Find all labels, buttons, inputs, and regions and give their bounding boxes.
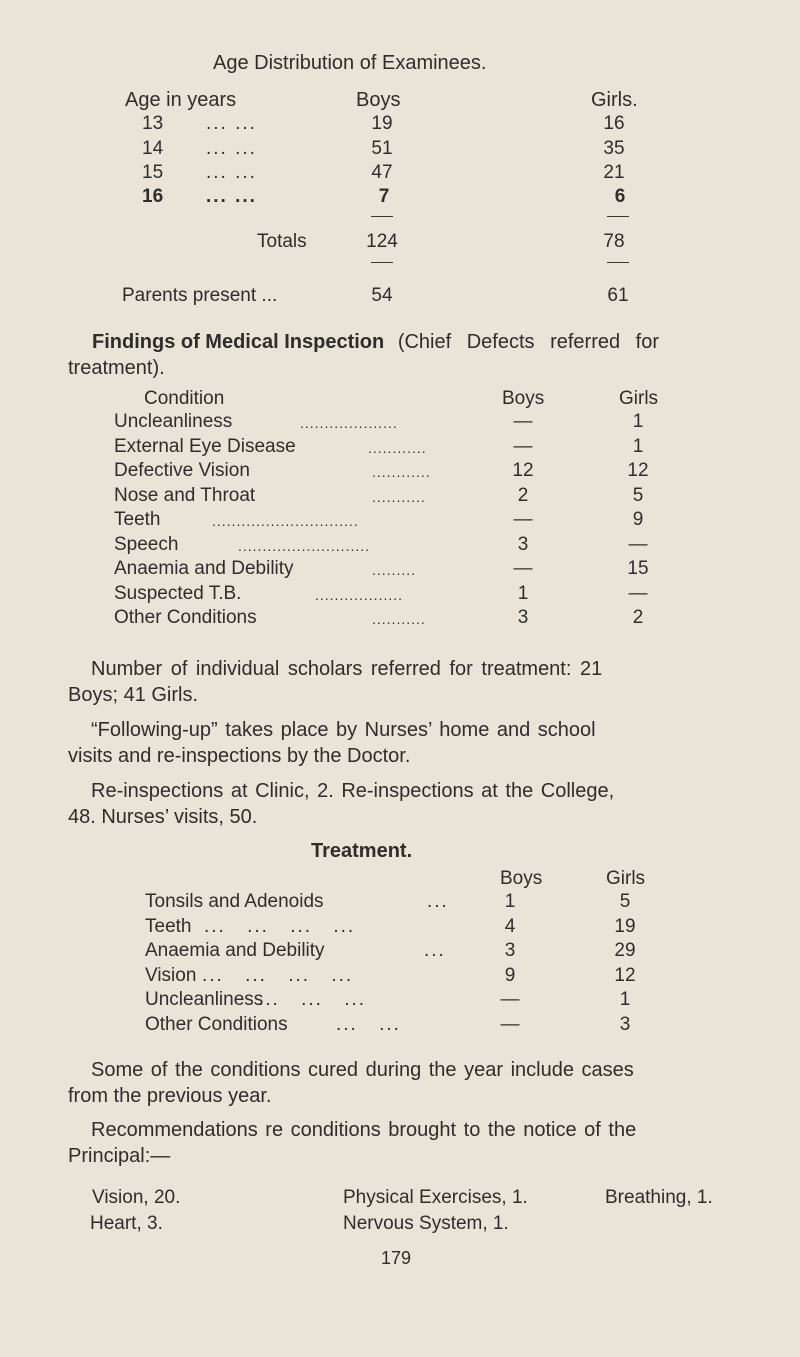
treatment-heading: Treatment. xyxy=(311,840,413,862)
findings-row-condition: Suspected T.B. xyxy=(114,583,242,604)
findings-row-boys: — xyxy=(513,509,533,530)
condition-header: Condition xyxy=(144,388,225,409)
findings-row-condition: Defective Vision xyxy=(114,460,250,481)
findings-row-boys: 12 xyxy=(512,460,534,481)
findings-row-dots: ......... xyxy=(372,562,417,578)
findings-row-boys: — xyxy=(513,558,533,579)
following-up-paragraph-cont: visits and re-inspections by the Doctor. xyxy=(68,745,411,767)
findings-row-condition: Anaemia and Debility xyxy=(114,558,294,579)
treatment-row-dots: ... xyxy=(424,940,446,961)
age-row-age: 15 xyxy=(142,162,164,183)
reinspections-paragraph-cont: 48. Nurses’ visits, 50. xyxy=(68,806,258,828)
rec-physical-exercises: Physical Exercises, 1. xyxy=(343,1187,528,1208)
findings-row-boys: 2 xyxy=(517,485,529,506)
findings-row-condition: Other Conditions xyxy=(114,607,257,628)
treatment-row-condition: Anaemia and Debility xyxy=(145,940,325,961)
treatment-row-dots: ... ... ... ... xyxy=(204,916,356,937)
findings-row-dots: ............ xyxy=(372,464,431,480)
age-row-boys: 51 xyxy=(371,138,393,159)
treatment-row-condition: Teeth xyxy=(145,916,192,937)
rec-heart: Heart, 3. xyxy=(90,1213,163,1234)
age-row-boys: 19 xyxy=(371,113,393,134)
age-distribution-title: Age Distribution of Examinees. xyxy=(213,52,487,74)
parents-label: Parents present ... xyxy=(122,285,278,306)
parents-boys: 54 xyxy=(371,285,393,306)
treatment-row-boys: 9 xyxy=(504,965,516,986)
findings-row-boys: — xyxy=(513,411,533,432)
findings-row-condition: Speech xyxy=(114,534,179,555)
age-row-dots: ... ... xyxy=(206,162,257,183)
treatment-row-boys: — xyxy=(500,989,520,1010)
treatment-row-girls: 5 xyxy=(619,891,631,912)
cured-paragraph-cont: from the previous year. xyxy=(68,1085,272,1107)
rec-vision: Vision, 20. xyxy=(92,1187,181,1208)
treatment-row-condition: Vision xyxy=(145,965,197,986)
findings-row-girls: 1 xyxy=(632,436,644,457)
findings-row-dots: ........... xyxy=(372,489,426,505)
treatment-row-condition: Other Conditions xyxy=(145,1014,288,1035)
age-header: Age in years xyxy=(125,89,237,111)
girls-header: Girls. xyxy=(591,89,638,111)
treatment-row-girls: 1 xyxy=(619,989,631,1010)
findings-row-dots: ............ xyxy=(368,440,427,456)
treatment-row-condition: Uncleanliness xyxy=(145,989,264,1010)
findings-heading xyxy=(92,331,659,354)
sum-rule xyxy=(607,216,629,217)
findings-row-girls: — xyxy=(628,534,648,555)
treatment-row-dots: ... xyxy=(427,891,449,912)
age-row-girls: 35 xyxy=(603,138,625,159)
findings-row-condition: External Eye Disease xyxy=(114,436,296,457)
age-row-age: 13 xyxy=(142,113,164,134)
sum-rule xyxy=(371,262,393,263)
treatment-row-dots: ... ... ... ... xyxy=(202,965,354,986)
age-row-age: 16 xyxy=(142,186,164,207)
totals-label: Totals xyxy=(257,231,307,252)
totals-boys: 124 xyxy=(366,231,398,252)
referred-count-paragraph: Number of individual scholars referred for treatment: 21 xyxy=(91,658,603,680)
treatment-row-dots: ... ... xyxy=(336,1014,401,1035)
treatment-girls-header: Girls xyxy=(606,868,646,889)
rec-breathing: Breathing, 1. xyxy=(605,1187,713,1208)
treatment-row-girls: 29 xyxy=(614,940,636,961)
age-row-girls: 21 xyxy=(603,162,625,183)
findings-row-boys: 1 xyxy=(517,583,529,604)
treatment-row-girls: 3 xyxy=(619,1014,631,1035)
treatment-row-boys: 3 xyxy=(504,940,516,961)
treatment-row-boys: — xyxy=(500,1014,520,1035)
treatment-row-girls: 19 xyxy=(614,916,636,937)
findings-row-condition: Teeth xyxy=(114,509,161,530)
treatment-row-dots: ... ... ... xyxy=(258,989,367,1010)
following-up-paragraph: “Following-up” takes place by Nurses’ home and school xyxy=(91,719,596,741)
findings-heading-bold: Findings of Medical Inspection xyxy=(92,331,385,353)
sum-rule xyxy=(607,262,629,263)
findings-row-girls: 9 xyxy=(632,509,644,530)
findings-boys-header: Boys xyxy=(502,388,545,409)
findings-girls-header: Girls xyxy=(619,388,659,409)
age-row-dots: ... ... xyxy=(206,113,257,134)
reinspections-paragraph: Re-inspections at Clinic, 2. Re-inspections at the College, xyxy=(91,780,615,802)
findings-row-boys: — xyxy=(513,436,533,457)
findings-row-girls: — xyxy=(628,583,648,604)
totals-girls: 78 xyxy=(603,231,625,252)
treatment-row-girls: 12 xyxy=(614,965,636,986)
treatment-boys-header: Boys xyxy=(500,868,543,889)
findings-row-girls: 15 xyxy=(627,558,649,579)
findings-row-girls: 5 xyxy=(632,485,644,506)
findings-row-dots: .................... xyxy=(300,415,398,431)
age-row-dots: ... ... xyxy=(206,138,257,159)
findings-row-dots: ........................... xyxy=(238,538,371,554)
treatment-row-condition: Tonsils and Adenoids xyxy=(145,891,324,912)
treatment-row-boys: 1 xyxy=(504,891,516,912)
recommendations-paragraph-cont: Principal:— xyxy=(68,1145,171,1167)
findings-row-girls: 2 xyxy=(632,607,644,628)
age-row-boys: 47 xyxy=(371,162,393,183)
findings-heading-rest: (Chief Defects referred for xyxy=(397,331,660,353)
rec-nervous-system: Nervous System, 1. xyxy=(343,1213,509,1234)
sum-rule xyxy=(371,216,393,217)
age-row-age: 14 xyxy=(142,138,164,159)
boys-header: Boys xyxy=(356,89,401,111)
parents-girls: 61 xyxy=(607,285,629,306)
recommendations-paragraph: Recommendations re conditions brought to the notice of the xyxy=(91,1119,637,1141)
age-row-girls: 6 xyxy=(614,186,626,207)
findings-row-condition: Nose and Throat xyxy=(114,485,256,506)
age-row-boys: 7 xyxy=(378,186,390,207)
age-row-dots: ... ... xyxy=(206,186,257,207)
referred-count-paragraph-cont: Boys; 41 Girls. xyxy=(68,684,199,706)
findings-row-girls: 12 xyxy=(627,460,649,481)
findings-row-boys: 3 xyxy=(517,534,529,555)
findings-heading-line2: treatment). xyxy=(68,357,165,379)
cured-paragraph: Some of the conditions cured during the year include cases xyxy=(91,1059,634,1081)
findings-row-condition: Uncleanliness xyxy=(114,411,233,432)
age-row-girls: 16 xyxy=(603,113,625,134)
findings-row-boys: 3 xyxy=(517,607,529,628)
findings-row-girls: 1 xyxy=(632,411,644,432)
findings-row-dots: .............................. xyxy=(212,513,359,529)
treatment-row-boys: 4 xyxy=(504,916,516,937)
findings-row-dots: ........... xyxy=(372,611,426,627)
findings-row-dots: .................. xyxy=(315,587,404,603)
page-number: 179 xyxy=(381,1248,412,1268)
